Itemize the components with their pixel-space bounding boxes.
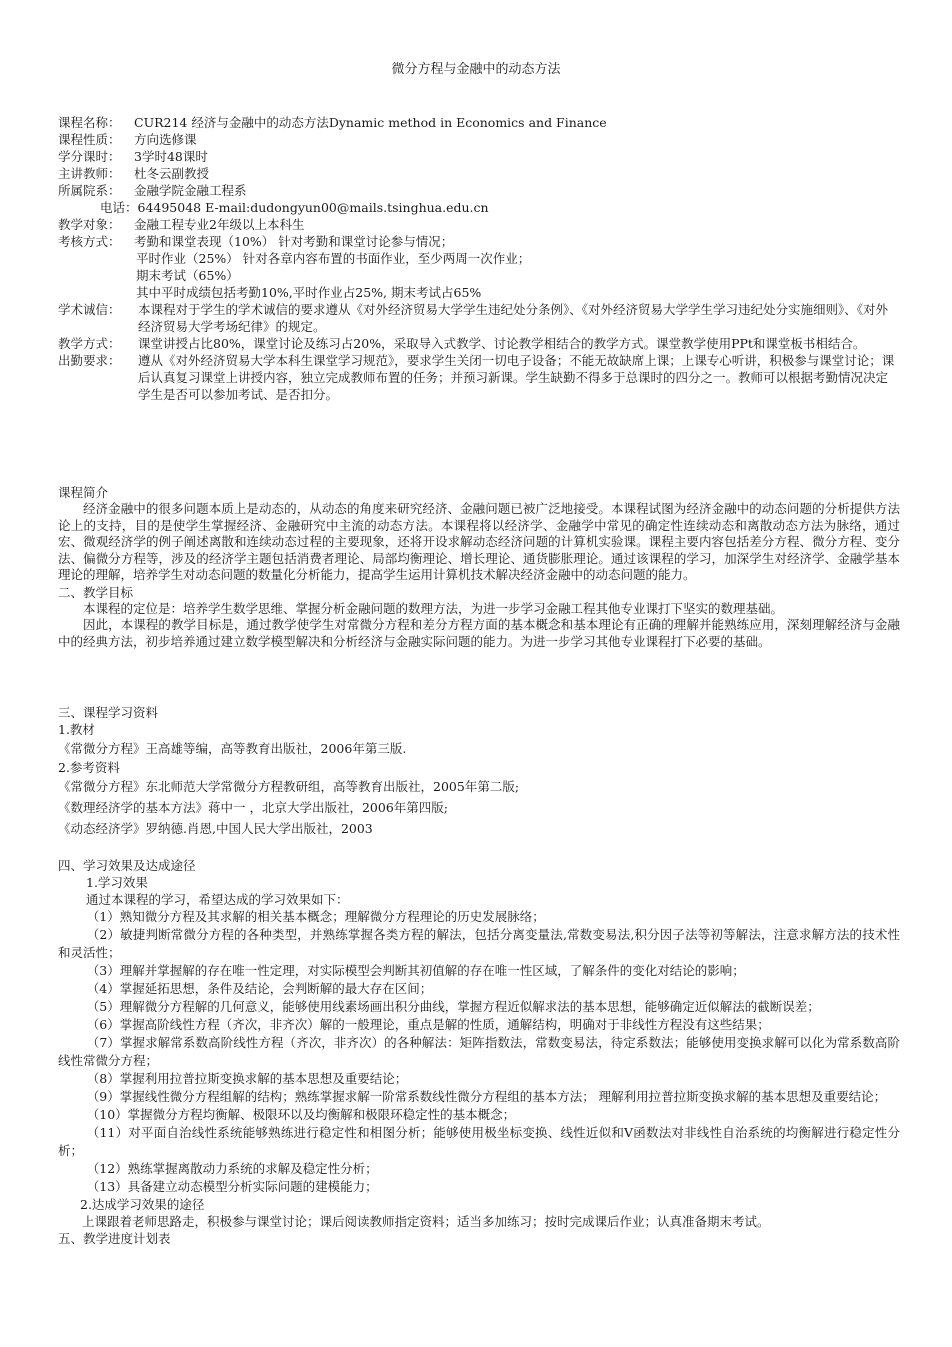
attendance-value: 遵从《对外经济贸易大学本科生课堂学习规范》，要求学生关闭一切电子设备；不能无故缺席上课；上课专心听讲，积极参与课堂讨论；课后认真复习课堂上讲授内容，独立完成教师布置的任务；并预习新课。学生缺勤不得多于总课时的四分之一。教师可以根据考勤情况决定学生是否可以参加考试、是否扣分。 <box>138 353 895 402</box>
outcome-item: （8）掌握利用拉普拉斯变换求解的基本思想及重要结论； <box>86 1071 408 1086</box>
textbook-item: 《常微分方程》王高雄等编，高等教育出版社，2006年第三版. <box>58 741 407 756</box>
outcome-item: （5）理解微分方程解的几何意义，能够使用线素场画出积分曲线，掌握方程近似解求法的基本思想，能够确定近似解法的截断误差； <box>86 999 820 1014</box>
course-info <box>58 114 900 403</box>
assess-item-3: 期末考试（65%） <box>136 268 239 283</box>
method-label: 教学方式： <box>58 336 121 351</box>
intro-section <box>58 484 900 650</box>
course-nature-row <box>58 131 900 148</box>
schedule-heading: 五、教学进度计划表 <box>58 1231 171 1246</box>
assess-row-4 <box>58 284 900 301</box>
assess-item-4: 其中平时成绩包括考勤10%,平时作业占25%, 期末考试占65% <box>136 285 482 300</box>
outcome-item: （6）掌握高阶线性方程（齐次，非齐次）解的一般理论，重点是解的性质，通解结构，明确对于非线性方程没有这些结果； <box>86 1017 770 1032</box>
outcome-item: （2）敏捷判断常微分方程的各种类型，并熟练掌握各类方程的解法，包括分离变量法,常数变易法,积分因子法等初等解法，注意求解方法的技术性和灵活性； <box>58 927 900 960</box>
course-name-label: 课程名称： <box>58 115 121 130</box>
attendance-label: 出勤要求： <box>58 353 121 368</box>
outcome-item: （10）掌握微分方程均衡解、极限环以及均衡解和极限环稳定性的基本概念； <box>86 1107 516 1122</box>
goals-paragraph-2: 因此，本课程的教学目标是，通过教学使学生对常微分方程和差分方程方面的基本概念和基本理论有正确的理解并能熟练应用，深刻理解经济与金融中的经典方法，初步培养通过建立数学模型解决和分析经济与金融实际问题的能力。为进一步学习其他专业课程打下必要的基础。 <box>58 617 900 649</box>
school-value: 金融学院金融工程系 <box>134 183 247 198</box>
integrity-label: 学术诚信： <box>58 302 121 317</box>
teacher-value: 杜冬云副教授 <box>134 166 210 181</box>
audience-row <box>58 216 900 233</box>
outcome-item: （12）熟练掌握离散动力系统的求解及稳定性分析； <box>86 1161 378 1176</box>
outcomes-lead: 通过本课程的学习，希望达成的学习效果如下： <box>86 892 349 907</box>
integrity-value: 本课程对于学生的学术诚信的要求遵从《对外经济贸易大学学生违纪处分条例》、《对外经济贸易大学学生学习违纪处分实施细则》、《对外经济贸易大学考场纪律》的规定。 <box>138 302 889 334</box>
materials-heading: 三、课程学习资料 <box>58 705 159 720</box>
intro-heading: 课程简介 <box>58 485 109 500</box>
outcome-item: （4）掌握延拓思想，条件及结论，会判断解的最大存在区间； <box>86 981 433 996</box>
method-row <box>58 335 900 352</box>
goals-paragraph-1: 本课程的定位是：培养学生数学思维、掌握分析金融问题的数理方法，为进一步学习金融工程其他专业课打下坚实的数理基础。 <box>83 600 784 616</box>
outcomes-sub-2: 2.达成学习效果的途径 <box>80 1197 205 1212</box>
references-heading: 2.参考资料 <box>58 760 120 775</box>
contact-row <box>58 199 900 216</box>
integrity-row <box>58 301 900 335</box>
outcomes-path: 上课跟着老师思路走，积极参与课堂讨论；课后阅读教师指定资料；适当多加练习；按时完成课后作业；认真准备期末考试。 <box>82 1214 770 1229</box>
course-name-row <box>58 114 900 131</box>
outcome-item: （13）具备建立动态模型分析实际问题的建模能力； <box>86 1179 378 1194</box>
course-hours-label: 学分课时： <box>58 149 121 164</box>
outcome-item: （11）对平面自治线性系统能够熟练进行稳定性和相图分析；能够使用极坐标变换、线性近似和V函数法对非线性自治系统的均衡解进行稳定性分析； <box>58 1125 900 1158</box>
outcomes-section <box>58 857 900 1247</box>
course-hours-row <box>58 148 900 165</box>
reference-item-1: 《常微分方程》东北师范大学常微分方程教研组，高等教育出版社，2005年第二版; <box>58 779 520 794</box>
teacher-label: 主讲教师： <box>58 166 121 181</box>
school-row <box>58 182 900 199</box>
teacher-row <box>58 165 900 182</box>
outcome-item: （7）掌握求解常系数高阶线性方程（齐次，非齐次）的各种解法：矩阵指数法，常数变易法，待定系数法；能够使用变换求解可以化为常系数高阶线性常微分方程； <box>58 1035 900 1068</box>
course-name-value: CUR214 经济与金融中的动态方法Dynamic method in Economics and Finance <box>134 115 607 130</box>
course-nature-label: 课程性质： <box>58 132 121 147</box>
materials-section <box>58 704 900 839</box>
outcome-item: （3）理解并掌握解的存在唯一性定理，对实际模型会判断其初值解的存在唯一性区域，了解条件的变化对结论的影响； <box>86 963 745 978</box>
outcome-item: （9）掌握线性微分方程组解的结构；熟练掌握求解一阶常系数线性微分方程组的基本方法； 理解利用拉普拉斯变换求解的基本思想及重要结论； <box>86 1089 887 1104</box>
outcome-item: （1）熟知微分方程及其求解的相关基本概念；理解微分方程理论的历史发展脉络； <box>86 909 545 924</box>
assess-row-1 <box>58 233 900 250</box>
assess-label: 考核方式： <box>58 234 121 249</box>
outcomes-sub-1: 1.学习效果 <box>86 875 148 890</box>
assess-row-2 <box>58 250 900 267</box>
outcomes-heading: 四、学习效果及达成途径 <box>58 858 196 873</box>
course-hours-value: 3学时48课时 <box>134 149 208 164</box>
reference-item-2: 《数理经济学的基本方法》蒋中一 ，北京大学出版社，2006年第四版; <box>58 800 448 815</box>
method-value: 课堂讲授占比80%，课堂讨论及练习占20%，采取导入式教学、讨论教学相结合的教学方式。课堂教学使用PPt和课堂板书相结合。 <box>138 336 866 351</box>
audience-value: 金融工程专业2年级以上本科生 <box>134 217 305 232</box>
assess-item-1: 考勤和课堂表现（10%） 针对考勤和课堂讨论参与情况； <box>134 234 454 249</box>
contact-info: 电话：64495048 E-mail:dudongyun00@mails.tsinghua.edu.cn <box>100 200 489 215</box>
course-nature-value: 方向选修课 <box>134 132 197 147</box>
assess-item-2: 平时作业（25%） 针对各章内容布置的书面作业，至少两周一次作业； <box>136 251 531 266</box>
outcomes-list <box>58 908 900 1196</box>
document-title: 微分方程与金融中的动态方法 <box>391 62 561 77</box>
textbook-heading: 1.教材 <box>58 722 95 737</box>
attendance-row <box>58 352 900 403</box>
reference-item-3: 《动态经济学》罗纳德.肖恩,中国人民大学出版社，2003 <box>58 821 373 836</box>
intro-body: 经济金融中的很多问题本质上是动态的，从动态的角度来研究经济、金融问题已被广泛地接受。本课程试图为经济金融中的动态问题的分析提供方法论上的支持，目的是使学生掌握经济、金融研究中主流的动态方法。本课程将以经济学、金融学中常见的确定性连续动态和离散动态方法为脉络，通过宏、微观经济学的例子阐述离散和连续动态过程的主要现象，还将开设求解动态经济问题的计算机实验课。课程主要内容包括差分方程、微分方程、变分法、偏微分方程等，涉及的经济学主题包括消费者理论、局部均衡理论、增长理论、通货膨胀理论。通过该课程的学习，加深学生对经济学、金融学基本理论的理解，培养学生对动态问题的数量化分析能力，提高学生运用计算机技术解决经济金融中的动态问题的能力。 <box>58 501 900 582</box>
goals-heading: 二、教学目标 <box>58 584 134 600</box>
audience-label: 教学对象： <box>58 217 121 232</box>
assess-row-3 <box>58 267 900 284</box>
school-label: 所属院系： <box>58 183 121 198</box>
